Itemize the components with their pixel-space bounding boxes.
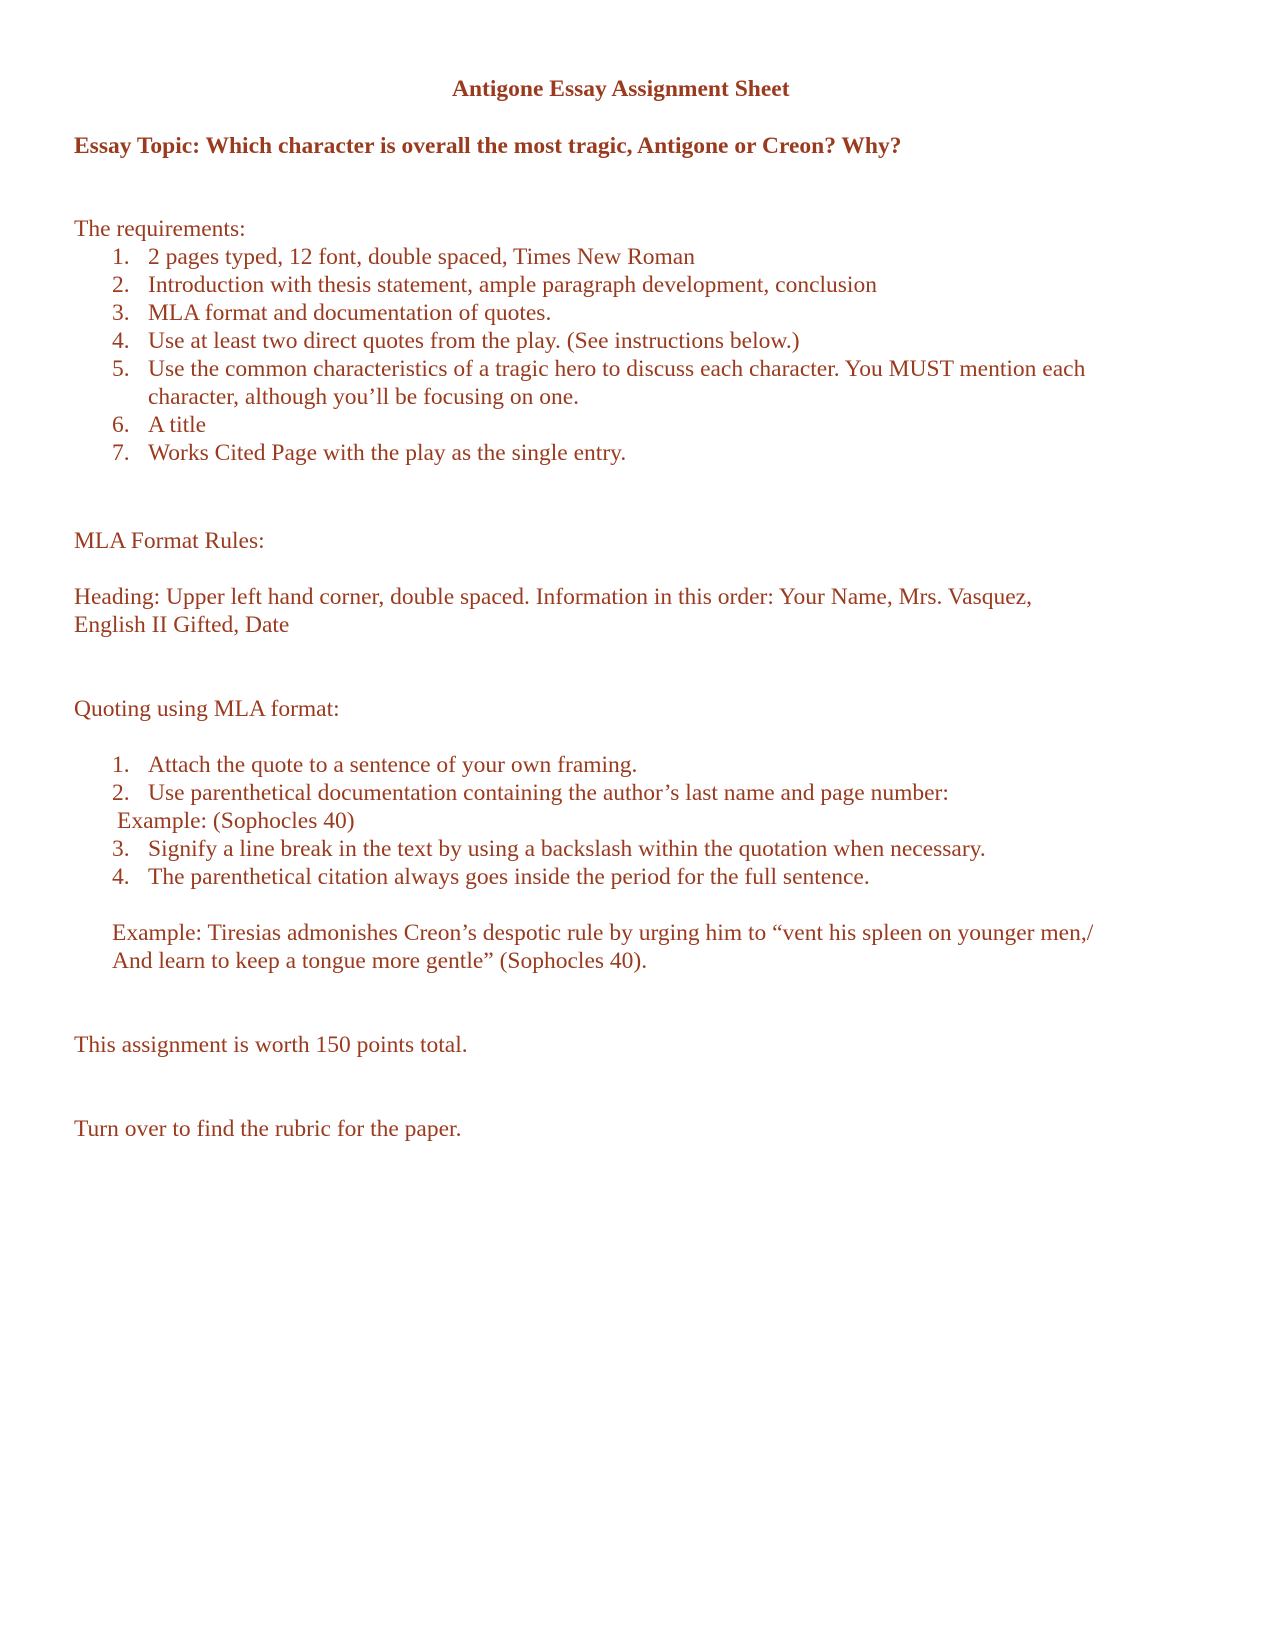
list-item-number: 6. — [112, 412, 130, 438]
quoting-heading: Quoting using MLA format: — [74, 696, 340, 722]
list-item-number: 2. — [112, 780, 130, 806]
document-title: Antigone Essay Assignment Sheet — [452, 76, 790, 102]
list-item: MLA format and documentation of quotes. — [148, 300, 552, 326]
list-item-continuation: character, although you’ll be focusing on one. — [148, 384, 580, 410]
mla-heading: MLA Format Rules: — [74, 528, 265, 554]
list-item-number: 7. — [112, 440, 130, 466]
list-item-number: 3. — [112, 836, 130, 862]
heading-rule-continuation: English II Gifted, Date — [74, 612, 290, 638]
quote-example-continuation: And learn to keep a tongue more gentle” (Sophocles 40). — [112, 948, 648, 974]
requirements-heading: The requirements: — [74, 216, 246, 242]
quote-example: Example: Tiresias admonishes Creon’s despotic rule by urging him to “vent his spleen on younger men,/ — [112, 920, 1094, 946]
list-item: Attach the quote to a sentence of your own framing. — [148, 752, 638, 778]
list-item-number: 2. — [112, 272, 130, 298]
list-item-number: 3. — [112, 300, 130, 326]
list-item-number: 1. — [112, 752, 130, 778]
list-item: Works Cited Page with the play as the single entry. — [148, 440, 627, 466]
list-item: Signify a line break in the text by using a backslash within the quotation when necessary. — [148, 836, 986, 862]
turn-over-note: Turn over to find the rubric for the paper. — [74, 1116, 462, 1142]
heading-rule: Heading: Upper left hand corner, double spaced. Information in this order: Your Name, Mrs. Vasquez, — [74, 584, 1032, 610]
list-item: Use at least two direct quotes from the play. (See instructions below.) — [148, 328, 800, 354]
citation-example: Example: (Sophocles 40) — [117, 808, 355, 834]
list-item-number: 5. — [112, 356, 130, 382]
points-statement: This assignment is worth 150 points total. — [74, 1032, 468, 1058]
list-item-number: 1. — [112, 244, 130, 270]
list-item: 2 pages typed, 12 font, double spaced, Times New Roman — [148, 244, 695, 270]
list-item: A title — [148, 412, 207, 438]
list-item: Use parenthetical documentation containing the author’s last name and page number: — [148, 780, 949, 806]
list-item: The parenthetical citation always goes inside the period for the full sentence. — [148, 864, 870, 890]
list-item: Use the common characteristics of a tragic hero to discuss each character. You MUST mention each — [148, 356, 1086, 382]
list-item-number: 4. — [112, 328, 130, 354]
list-item-number: 4. — [112, 864, 130, 890]
essay-topic: Essay Topic: Which character is overall the most tragic, Antigone or Creon? Why? — [74, 133, 902, 159]
list-item: Introduction with thesis statement, ample paragraph development, conclusion — [148, 272, 877, 298]
